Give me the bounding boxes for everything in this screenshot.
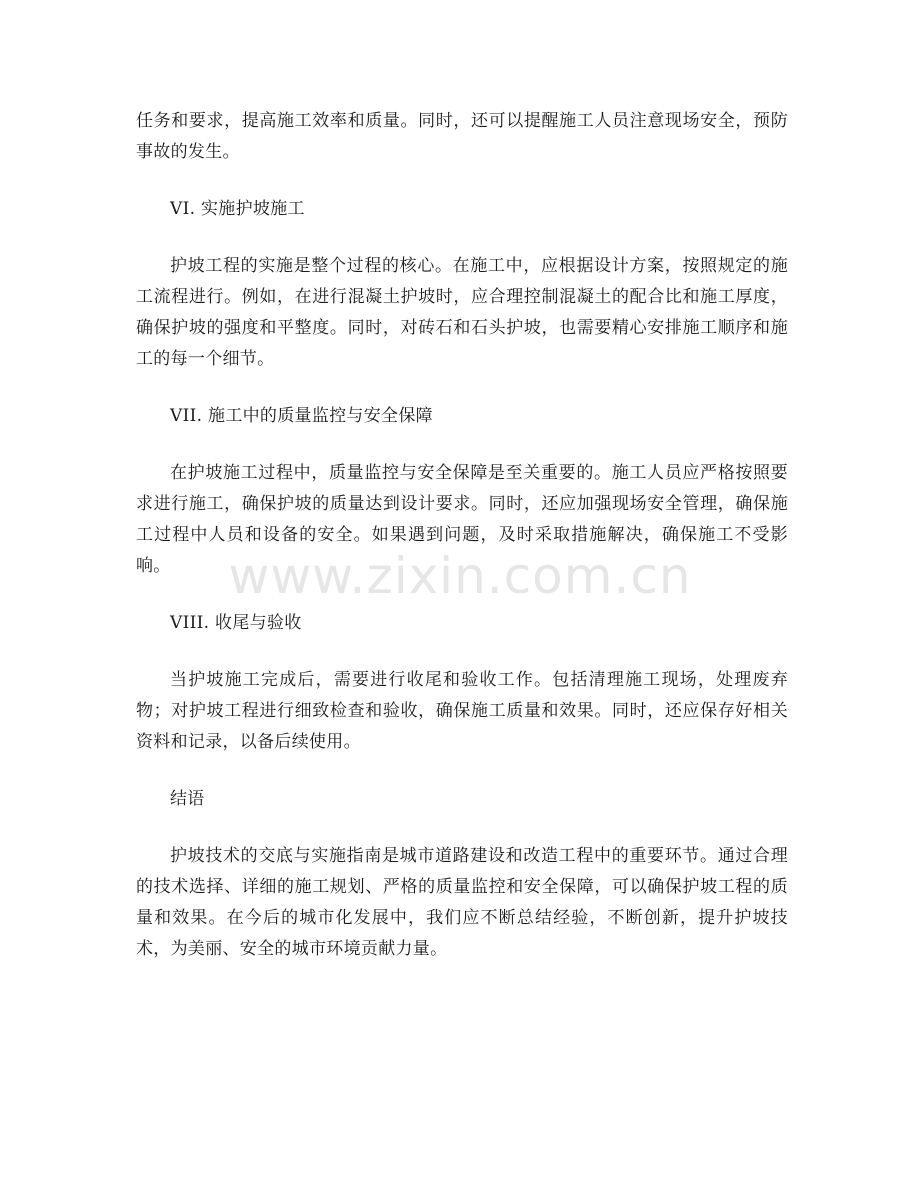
watermark-text: www.zixin.com.cn — [228, 547, 692, 605]
section-body-vii: 在护坡施工过程中，质量监控与安全保障是至关重要的。施工人员应严格按照要求进行施工，确保护坡的质量达到设计要求。同时，还应加强现场安全管理，确保施工过程中人员和设备的安全。如果遇到问题，及时采取措施解决，确保施工不受影响。 — [136, 463, 788, 576]
intro-continuation-paragraph: 任务和要求，提高施工效率和质量。同时，还可以提醒施工人员注意现场安全，预防事故的发生。 — [136, 111, 788, 162]
section-heading-vii: VII. 施工中的质量监控与安全保障 — [170, 406, 433, 426]
document-content — [136, 106, 788, 965]
section-body-viii: 当护坡施工完成后，需要进行收尾和验收工作。包括清理施工现场，处理废弃物；对护坡工程进行细致检查和验收，确保施工质量和效果。同时，还应保存好相关资料和记录，以备后续使用。 — [136, 670, 788, 752]
section-body-vi: 护坡工程的实施是整个过程的核心。在施工中，应根据设计方案，按照规定的施工流程进行。例如，在进行混凝土护坡时，应合理控制混凝土的配合比和施工厚度，确保护坡的强度和平整度。同时，对砖石和石头护坡，也需要精心安排施工顺序和施工的每一个细节。 — [136, 256, 788, 369]
section-heading-vi: VI. 实施护坡施工 — [170, 199, 305, 219]
conclusion-heading: 结语 — [170, 789, 205, 809]
section-heading-viii: VIII. 收尾与验收 — [170, 613, 302, 633]
conclusion-body: 护坡技术的交底与实施指南是城市道路建设和改造工程中的重要环节。通过合理的技术选择、详细的施工规划、严格的质量监控和安全保障，可以确保护坡工程的质量和效果。在今后的城市化发展中，我们应不断总结经验，不断创新，提升护坡技术，为美丽、安全的城市环境贡献力量。 — [136, 846, 788, 959]
